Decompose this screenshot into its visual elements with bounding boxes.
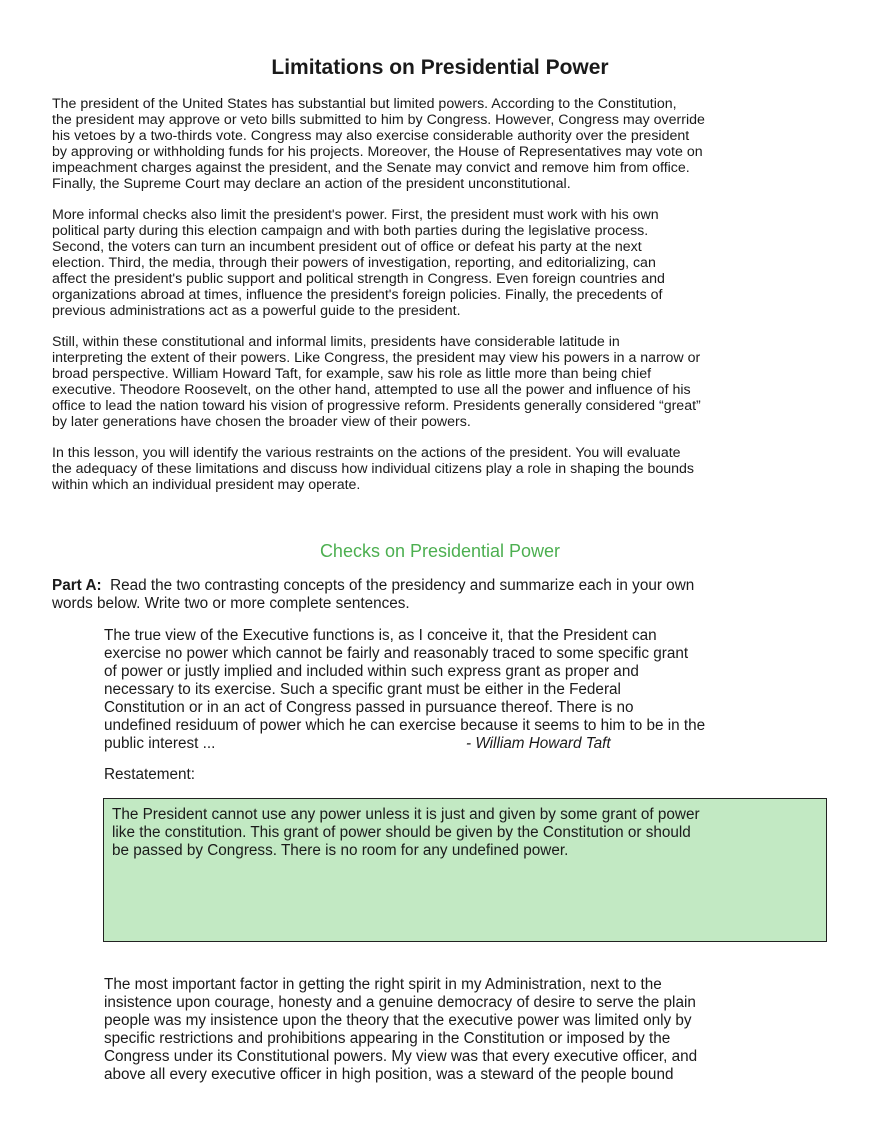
text-line: The president of the United States has substantial but limited powers. According to the Constitution, [52, 96, 677, 112]
text-line: his vetoes by a two-thirds vote. Congress may also exercise considerable authority over the president [52, 128, 690, 144]
instruction-line: Read the two contrasting concepts of the presidency and summarize each in your own [110, 577, 695, 594]
intro-paragraph-1 [52, 96, 705, 192]
text-line: The most important factor in getting the right spirit in my Administration, next to the [104, 976, 662, 993]
text-line: Finally, the Supreme Court may declare an action of the president unconstitutional. [52, 176, 571, 192]
text-line: necessary to its exercise. Such a specific grant must be either in the Federal [104, 681, 621, 698]
text-line: by later generations have chosen the broader view of their powers. [52, 414, 471, 430]
text-line: election. Third, the media, through their powers of investigation, reporting, and editorializing, can [52, 255, 656, 271]
text-line: political party during this election campaign and with both parties during the legislative process. [52, 223, 649, 239]
text-line: Constitution or in an act of Congress passed in pursuance thereof. There is no [104, 699, 634, 716]
restatement-answer-box[interactable] [103, 798, 827, 942]
intro-paragraph-2 [52, 207, 665, 319]
text-line: be passed by Congress. There is no room for any undefined power. [112, 842, 569, 859]
text-line: broad perspective. William Howard Taft, for example, saw his role as little more than being chief [52, 366, 652, 382]
text-line: specific restrictions and prohibitions appearing in the Constitution or imposed by the [104, 1030, 671, 1047]
text-line: office to lead the nation toward his vision of progressive reform. Presidents generally considered “great” [52, 398, 701, 414]
text-line: people was my insistence upon the theory that the executive power was limited only by [104, 1012, 692, 1029]
text-line: exercise no power which cannot be fairly and reasonably traced to some specific grant [104, 645, 689, 662]
section-heading: Checks on Presidential Power [319, 541, 561, 561]
roosevelt-quote [104, 976, 697, 1084]
text-line: More informal checks also limit the president's power. First, the president must work with his own [52, 207, 659, 223]
text-line: The true view of the Executive functions is, as I conceive it, that the President can [104, 627, 657, 644]
part-a-instructions [52, 577, 694, 613]
text-line: The President cannot use any power unless it is just and given by some grant of power [112, 806, 700, 823]
text-line: the adequacy of these limitations and discuss how individual citizens play a role in shaping the bounds [52, 461, 694, 477]
text-line: of power or justly implied and included within such express grant as proper and [104, 663, 639, 680]
instruction-line: words below. Write two or more complete sentences. [52, 595, 410, 612]
text-line: impeachment charges against the president, and the Senate may convict and remove him from office. [52, 160, 690, 176]
text-line: like the constitution. This grant of power should be given by the Constitution or should [112, 824, 691, 841]
text-line: the president may approve or veto bills submitted to him by Congress. However, Congress may override [52, 112, 705, 128]
intro-paragraph-4 [52, 445, 694, 493]
text-line: public interest ... [104, 735, 216, 752]
part-a-label: Part A: [52, 577, 102, 594]
text-line: within which an individual president may operate. [52, 477, 361, 493]
text-line: Still, within these constitutional and informal limits, presidents have considerable latitude in [52, 334, 620, 350]
text-line: Second, the voters can turn an incumbent president out of office or defeat his party at the next [52, 239, 642, 255]
intro-paragraph-3 [52, 334, 701, 430]
quote-author: - William Howard Taft [466, 735, 611, 752]
text-line: undefined residuum of power which he can exercise because it seems to him to be in the [104, 717, 706, 734]
text-line: by approving or withholding funds for his projects. Moreover, the House of Representatives may vote on [52, 144, 703, 160]
restatement-label: Restatement: [104, 766, 195, 783]
text-line: above all every executive officer in high position, was a steward of the people bound [104, 1066, 674, 1083]
text-line: affect the president's public support and political strength in Congress. Even foreign countries and [52, 271, 665, 287]
text-line: In this lesson, you will identify the various restraints on the actions of the president. You will evaluate [52, 445, 681, 461]
text-line: insistence upon courage, honesty and a genuine democracy of desire to serve the plain [104, 994, 696, 1011]
text-line: Congress under its Constitutional powers. My view was that every executive officer, and [104, 1048, 698, 1065]
text-line: interpreting the extent of their powers. Like Congress, the president may view his powers in a narrow or [52, 350, 701, 366]
text-line: executive. Theodore Roosevelt, on the other hand, attempted to use all the power and influence of his [52, 382, 691, 398]
taft-quote [104, 627, 844, 753]
text-line: previous administrations act as a powerful guide to the president. [52, 303, 461, 319]
text-line: organizations abroad at times, influence the president's foreign policies. Finally, the precedents of [52, 287, 663, 303]
page-title: Limitations on Presidential Power [271, 56, 609, 79]
